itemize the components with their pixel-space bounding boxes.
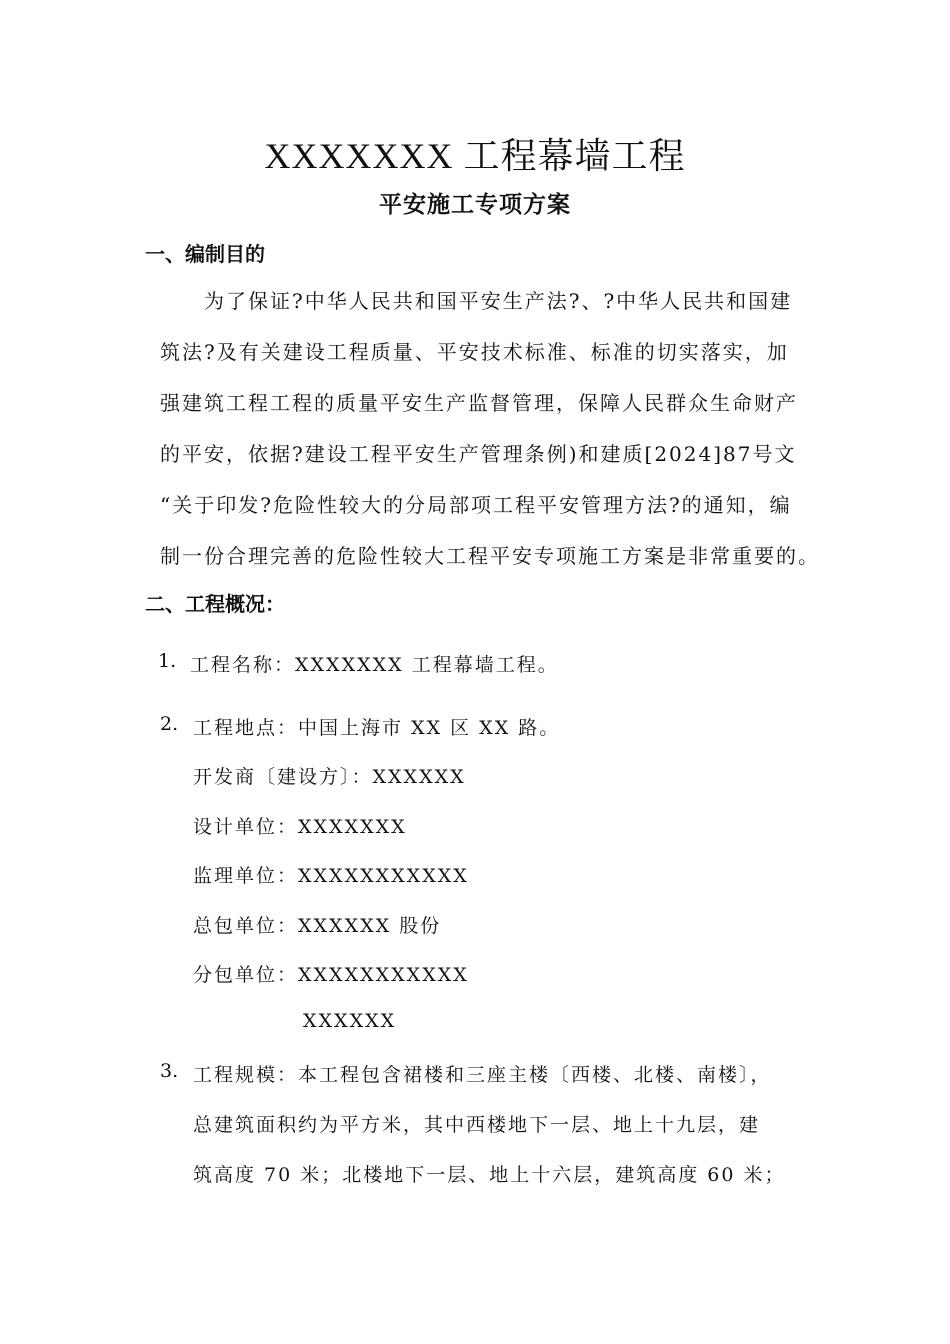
subcontractor: 分包单位：XXXXXXXXXXX (193, 964, 469, 986)
paragraph-line: “关于印发?危险性较大的分局部项工程平安管理方法?的通知，编 (160, 493, 792, 517)
section-heading-purpose: 一、编制目的 (145, 242, 265, 266)
section-heading-overview: 二、工程概况： (145, 592, 285, 616)
developer: 开发商〔建设方〕：XXXXXX (193, 766, 466, 788)
list-number: 1. (158, 650, 177, 672)
supervision-unit: 监理单位：XXXXXXXXXXX (193, 865, 469, 887)
project-scale-line: 总建筑面积约为平方米，其中西楼地下一层、地上十九层，建 (193, 1114, 761, 1136)
paragraph-line: 强建筑工程工程的质量平安生产监督管理，保障人民群众生命财产 (160, 391, 798, 415)
project-scale-line: 筑高度 70 米；北楼地下一层、地上十六层，建筑高度 60 米； (193, 1164, 786, 1186)
design-unit: 设计单位：XXXXXXX (193, 816, 407, 838)
paragraph-line: 制一份合理完善的危险性较大工程平安专项施工方案是非常重要的。 (160, 544, 820, 568)
project-name: 工程名称：XXXXXXX 工程幕墙工程。 (190, 654, 559, 676)
project-location: 工程地点：中国上海市 XX 区 XX 路。 (193, 717, 561, 739)
paragraph-line: 的平安，依据?建设工程平安生产管理条例)和建质[2024]87号文 (160, 442, 797, 466)
list-number: 3. (160, 1060, 179, 1082)
document-subtitle: 平安施工专项方案 (379, 192, 571, 218)
purpose-paragraph (160, 276, 820, 582)
subcontractor-continued: XXXXXX (303, 1010, 397, 1032)
document-title: XXXXXXX 工程幕墙工程 (264, 136, 686, 176)
paragraph-line: 筑法?及有关建设工程质量、平安技术标准、标准的切实落实，加 (160, 340, 789, 364)
general-contractor: 总包单位：XXXXXX 股份 (193, 915, 442, 937)
project-scale-line: 工程规模：本工程包含裙楼和三座主楼〔西楼、北楼、南楼〕， (193, 1064, 772, 1086)
paragraph-line: 为了保证?中华人民共和国平安生产法?、?中华人民共和国建 (204, 289, 793, 313)
list-number: 2. (160, 713, 179, 735)
